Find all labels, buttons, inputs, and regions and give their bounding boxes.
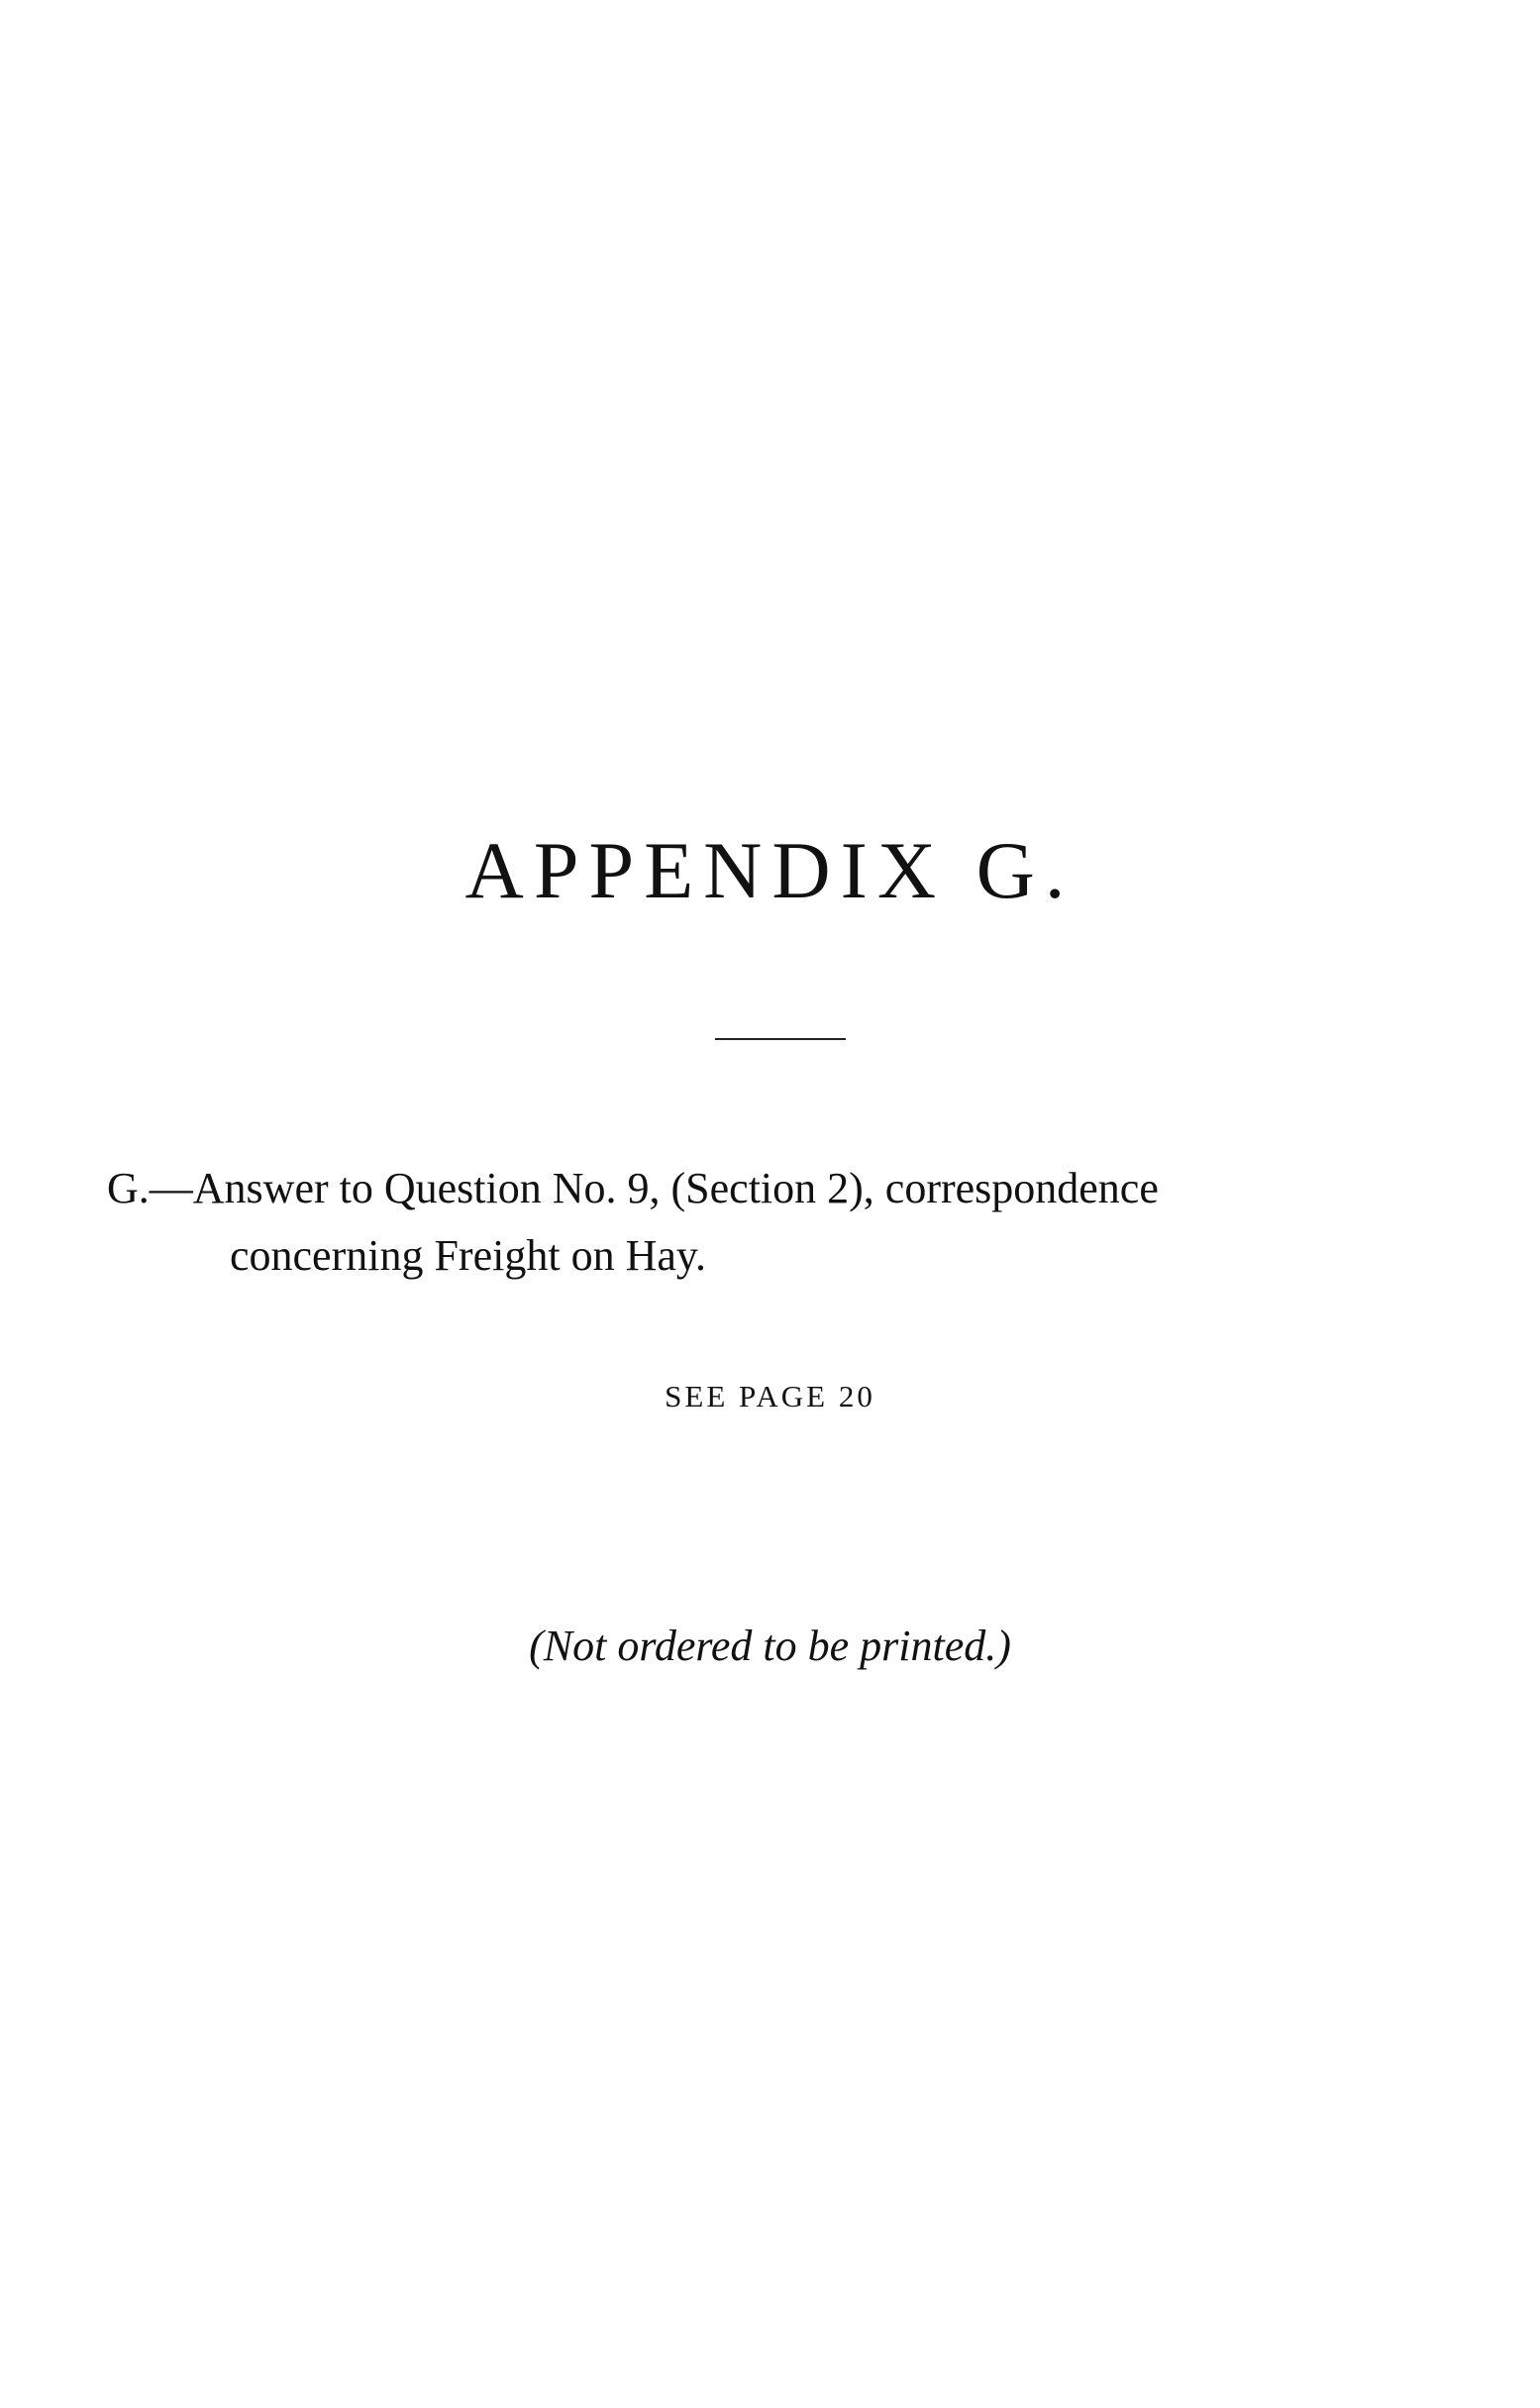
- appendix-entry: [107, 1155, 1454, 1290]
- appendix-heading: APPENDIX G.: [464, 825, 1076, 915]
- appendix-entry-line-2: concerning Freight on Hay.: [230, 1231, 707, 1280]
- page-reference: SEE PAGE 20: [665, 1379, 875, 1413]
- print-note: (Not ordered to be printed.): [529, 1622, 1011, 1670]
- heading-divider: [715, 1038, 846, 1040]
- appendix-entry-line-1: G.—Answer to Question No. 9, (Section 2), correspondence: [107, 1164, 1159, 1212]
